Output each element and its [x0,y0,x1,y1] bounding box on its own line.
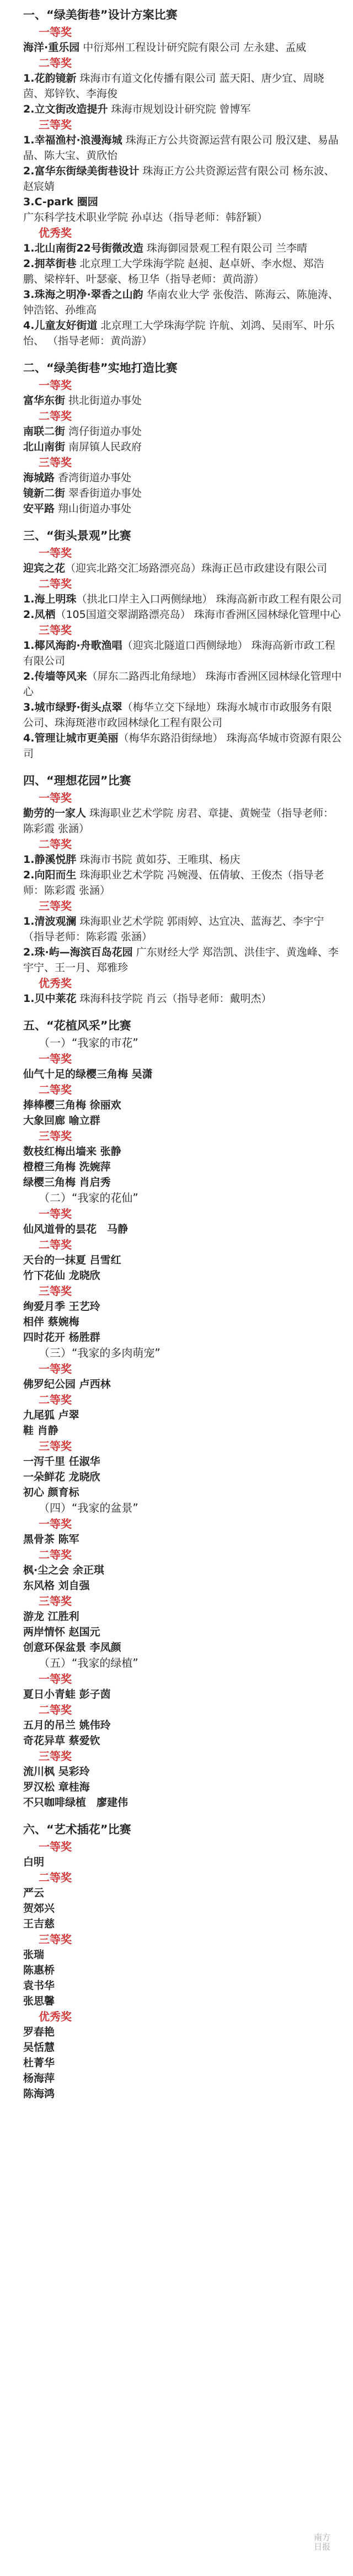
award-entry [23,700,342,730]
entry-title: 一朵鲜花 龙晓欣 [23,1471,100,1483]
category-heading: （三）“我家的多肉萌宠” [39,1346,161,1359]
award-heading: 二等奖 [39,56,72,70]
entry-title: 4.儿童友好街道 [23,319,98,332]
award-entry [23,1947,342,1962]
entry-title: 安平路 [23,503,55,515]
award-entry [23,1687,342,1702]
award-entry [23,1779,342,1795]
entry-detail: 北京理工大学珠海学院 赵昶、赵卓妍、李水煜、郑浩鹏、梁梓轩、叶瑟豪、杨卫华（指导老师：黄尚游） [23,258,324,285]
entry-detail: （屏东二路西北角绿地） 珠海市香洲区园林绿化管理中心 [23,670,342,698]
award-heading: 三等奖 [39,1933,72,1946]
entry-detail: 珠海正方公共资源运营有限公司 杨东波、赵宸婧 [23,165,335,193]
entry-title: 四时花开 杨胜群 [23,1331,100,1343]
entry-title: 东风格 刘自强 [23,1580,90,1592]
award-heading: 三等奖 [39,1284,72,1298]
entry-title: 九尾狐 卢翠 [23,1409,79,1421]
award-entry [23,730,342,761]
award-heading: 三等奖 [39,1594,72,1608]
award-entry [23,1485,342,1500]
entry-title: 张瑞 [23,1949,45,1961]
award-heading: 三等奖 [39,623,72,637]
award-heading: 二等奖 [39,838,72,851]
award-entry [23,2040,342,2055]
award-entry [23,439,342,455]
category-heading: （二）“我家的花仙” [39,1191,138,1204]
entry-title: 2.富华东街绿美街巷设计 [23,165,140,177]
entry-detail: （梅华立交下绿地）珠海水城市市政服务有限公司、珠海斑港市政园林绿化工程有限公司 [23,701,332,729]
award-entry [23,1159,342,1175]
newspaper-watermark [310,2533,334,2563]
award-heading: 一等奖 [39,1207,72,1220]
entry-detail: 中衍郑州工程设计研究院有限公司 左永建、孟威 [79,41,307,54]
award-heading: 三等奖 [39,456,72,469]
entry-detail: 华南农业大学 张俊浩、陈海云、陈施涛、钟浩铭、孙维高 [23,289,339,316]
entry-title: 相伴 蔡婉梅 [23,1316,79,1328]
award-entry [23,1733,342,1748]
award-heading: 优秀奖 [39,2010,72,2023]
award-heading: 三等奖 [39,1439,72,1453]
entry-title: 罗春艳 [23,2026,55,2038]
entry-title: 橙橙三角梅 洗婉萍 [23,1161,111,1173]
category-heading: （五）“我家的绿植” [39,1656,138,1670]
entry-title: 夏日小青蛙 彭子茵 [23,1688,111,1700]
award-entry [23,194,342,225]
entry-detail: （梅华东路沿街绿地） 珠海高华城市资源有限公司 [23,732,342,760]
award-heading: 二等奖 [39,1548,72,1561]
award-entry [23,1718,342,1733]
award-heading: 一等奖 [39,1517,72,1530]
entry-title: 2.珠·屿—海滨百岛花园 [23,946,133,958]
award-heading: 二等奖 [39,1238,72,1251]
award-entry [23,1978,342,1993]
entry-title: 两岸情怀 赵国元 [23,1626,100,1638]
award-heading: 一等奖 [39,1362,72,1375]
entry-title: 1.椰风海韵·舟歌渔唱 [23,639,122,652]
entry-detail: 香湾街道办事处 [55,472,132,484]
entry-detail: （拱北口岸主入口两侧绿地） 珠海高新市政工程有限公司 [76,593,342,605]
award-entry [23,71,342,102]
award-heading: 三等奖 [39,118,72,131]
award-heading: 三等奖 [39,899,72,913]
entry-title: 罗汉松 章桂海 [23,1781,90,1793]
entry-title: 2.拥萃街巷 [23,258,77,270]
award-entry [23,163,342,194]
entry-title: 奇花异草 蔡爱钦 [23,1735,100,1747]
award-entry [23,607,342,622]
award-heading: 一等奖 [39,25,72,39]
entry-title: 3.城市绿野·街头点翠 [23,701,122,713]
entry-title: 杨海萍 [23,2072,55,2084]
award-entry [23,132,342,163]
award-entry [23,852,342,867]
entry-title: 数枝红梅出墙来 张静 [23,1145,121,1158]
entry-title: 杜菁华 [23,2057,55,2069]
award-heading: 一等奖 [39,378,72,392]
award-entry [23,991,342,1006]
entry-title: 海城路 [23,472,55,484]
award-heading: 一等奖 [39,1672,72,1686]
section-title: 二、“绿美街巷”实地打造比赛 [23,361,178,375]
award-entry [23,1854,342,1870]
award-heading: 一等奖 [39,1052,72,1065]
entry-detail: 广东财经大学 郑浩凯、洪佳宇、黄逸峰、李宇宁、王一月、郑雅珍 [23,946,339,974]
award-entry [23,1640,342,1655]
award-entry [23,2071,342,2086]
entry-title: 竹下花仙 龙晓欣 [23,1270,100,1282]
entry-title: 袁书华 [23,1980,55,1992]
award-entry [23,393,342,408]
entry-title: 富华东街 [23,394,66,407]
entry-detail: 拱北街道办事处 [65,394,142,407]
award-entry [23,1097,342,1113]
watermark-line-2: 日报 [313,2542,330,2552]
entry-title: 游龙 江胜利 [23,1610,79,1623]
entry-title: 镜新二街 [23,487,66,499]
award-heading: 三等奖 [39,1129,72,1143]
section-spacer [23,516,342,527]
award-entry [23,591,342,607]
award-heading: 一等奖 [39,1840,72,1853]
award-entry [23,2055,342,2071]
award-heading: 二等奖 [39,1703,72,1716]
entry-detail: （105国道交翠湖路漂亮岛） 珠海市香洲区园林绿化管理中心 [55,609,341,621]
entry-title: 绿樱三角梅 肖启秀 [23,1176,111,1188]
entry-detail: 珠海市规划设计研究院 曾博军 [108,103,251,115]
award-entry [23,1113,342,1128]
award-entry [23,1377,342,1392]
entry-title: 1.贝中莱花 [23,993,77,1005]
award-entry [23,1299,342,1314]
award-entry [23,1795,342,1810]
entry-title: 枫·尘之会 余正琪 [23,1564,104,1576]
entry-title: 捧棒樱三角梅 徐丽欢 [23,1099,121,1111]
entry-title: 1.清波观澜 [23,915,77,927]
section-spacer [23,1006,342,1017]
award-entry [23,424,342,439]
entry-title: 天台的一抹夏 吕雪红 [23,1254,121,1266]
entry-detail: 珠海正方公共资源运营有限公司 殷汉建、易晶晶、陈大宝、黄欣怡 [23,134,339,162]
award-entry [23,1252,342,1268]
entry-title: 创意环保盆景 李凤颜 [23,1641,121,1654]
entry-title: 4.管理让城市更美丽 [23,732,119,744]
entry-title: 海洋·重乐园 [23,41,80,54]
entry-title: 初心 颜育标 [23,1486,79,1498]
award-heading: 一等奖 [39,791,72,804]
award-entry [23,1314,342,1330]
entry-title: 五月的吊兰 姚伟玲 [23,1719,111,1731]
award-heading: 一等奖 [39,546,72,559]
award-entry [23,1962,342,1978]
entry-title: 1.海上明珠 [23,593,77,605]
entry-title: 王吉慈 [23,1918,55,1930]
award-heading: 三等奖 [39,1750,72,1763]
section-title: 三、“街头景观”比赛 [23,529,131,542]
section-spacer [23,349,342,360]
award-entry [23,1175,342,1190]
entry-detail: 湾仔街道办事处 [65,425,142,438]
award-entry [23,1609,342,1624]
award-heading: 二等奖 [39,409,72,423]
entry-title: 1.静溪悦胖 [23,854,77,866]
entry-title: 陈海鸿 [23,2088,55,2100]
category-heading: （一）“我家的市花” [39,1036,138,1049]
section-spacer [23,761,342,772]
award-entry [23,1532,342,1547]
award-entry [23,1916,342,1932]
award-entry [23,102,342,117]
entry-title: 吴恬慧 [23,2041,55,2054]
document-page [23,7,342,2102]
award-heading: 二等奖 [39,1871,72,1884]
award-entry [23,470,342,486]
section-spacer [23,1810,342,1821]
entry-title: 3.C-park 圈园 [23,196,98,208]
entry-title: 北山南街 [23,441,66,453]
award-entry [23,806,342,836]
entry-title: 迎宾之花 [23,562,66,574]
entry-detail: （迎宾北隧道口西侧绿地） 珠海高新市政工程有限公司 [23,639,335,667]
award-entry [23,1423,342,1438]
section-title: 四、“理想花园”比赛 [23,774,131,787]
award-entry [23,40,342,55]
award-heading: 优秀奖 [39,977,72,990]
award-entry [23,914,342,945]
award-entry [23,1562,342,1578]
award-entry [23,1407,342,1423]
award-entry [23,1066,342,1082]
entry-detail: 珠海科技学院 肖云（指导老师：戴明杰） [76,993,272,1005]
entry-title: 勤劳的一家人 [23,807,87,819]
entry-title: 流川枫 吴彩玲 [23,1766,90,1778]
entry-title: 贺郊兴 [23,1902,55,1914]
award-entry [23,2024,342,2040]
award-entry [23,318,342,349]
entry-title: 白明 [23,1856,45,1868]
entry-title: 鞋 肖静 [23,1425,58,1437]
entry-title: 1.幸福渔村·浪漫海城 [23,134,122,146]
entry-detail: （迎宾北路交汇场路漂亮岛）珠海正邑市政建设有限公司 [65,562,328,574]
award-entry [23,1993,342,2009]
entry-title: 佛罗纪公园 卢西林 [23,1378,111,1390]
entry-title: 2.向阳而生 [23,869,77,881]
entry-title: 黑骨茶 陈军 [23,1533,79,1545]
entry-detail: 南屏镇人民政府 [65,441,142,453]
entry-title: 南联二街 [23,425,66,438]
entry-title: 2.立文街改造提升 [23,103,108,115]
award-heading: 二等奖 [39,577,72,590]
award-heading: 二等奖 [39,1393,72,1406]
watermark-line-1: 南方 [313,2532,330,2542]
award-entry [23,1469,342,1485]
award-entry [23,486,342,501]
entry-title: 3.珠海之明净·翠香之山韵 [23,289,143,301]
entry-title: 1.北山南街22号街微改造 [23,242,143,254]
section-title: 六、“艺术插花”比赛 [23,1823,131,1836]
entry-title: 张思馨 [23,1995,55,2007]
section-title: 五、“花植风采”比赛 [23,1019,131,1032]
award-entry [23,1454,342,1469]
entry-title: 绚爱月季 王艺玲 [23,1300,100,1313]
award-entry [23,638,342,669]
entry-detail: 珠海市有道文化传播有限公司 蓝天阳、唐少宜、周晓茵、郑锌钦、李海俊 [23,72,324,100]
entry-title: 2.凤栖 [23,609,56,621]
entry-title: 不只咖啡绿植 廖建伟 [23,1796,129,1809]
award-heading: 优秀奖 [39,226,72,239]
award-entry [23,501,342,516]
award-entry [23,1144,342,1159]
award-entry [23,1268,342,1283]
entry-detail: 珠海职业艺术学院 冯婉漫、伍倩敏、王俊杰（指导老师：陈彩霞 张涵） [23,869,324,897]
award-entry [23,241,342,256]
award-entry [23,287,342,318]
entry-detail: 珠海御园景观工程有限公司 兰李晴 [143,242,307,254]
award-heading: 二等奖 [39,1083,72,1096]
entry-title: 2.传墙等风来 [23,670,87,682]
entry-detail: 翔山街道办事处 [55,503,132,515]
award-entry [23,1624,342,1640]
entry-title: 陈惠桥 [23,1964,55,1976]
award-entry [23,1764,342,1779]
entry-detail: 翠香街道办事处 [65,487,142,499]
award-entry [23,256,342,287]
award-entry [23,945,342,975]
entry-title: 仙气十足的绿樱三角梅 吴潇 [23,1068,153,1080]
entry-detail: 珠海职业艺术学院 房君、章捷、黄婉莹（指导老师：陈彩霞 张涵） [23,807,334,835]
award-entry [23,867,342,898]
award-entry [23,1578,342,1593]
award-entry [23,2086,342,2102]
entry-title: 一泻千里 任淑华 [23,1455,100,1468]
entry-title: 仙风道骨的昙花 马静 [23,1223,129,1235]
award-entry [23,561,342,576]
category-heading: （四）“我家的盆景” [39,1501,138,1514]
entry-detail: 珠海职业艺术学院 郭雨婷、达宜决、蓝海艺、李宇宁（指导老师：陈彩霞 张涵） [23,915,324,943]
entry-detail: 广东科学技术职业学院 孙卓达（指导老师：韩舒颖） [23,211,268,223]
entry-title: 严云 [23,1887,45,1899]
section-title: 一、“绿美街巷”设计方案比赛 [23,8,178,22]
award-entry [23,1885,342,1901]
entry-title: 1.花韵镜新 [23,72,77,84]
entry-detail: 珠海市书院 黄如芬、王唯琪、杨庆 [76,854,240,866]
award-entry [23,1901,342,1916]
award-entry [23,1222,342,1237]
award-entry [23,669,342,700]
award-entry [23,1330,342,1345]
entry-detail: 北京理工大学珠海学院 许航、刘鸿、吴雨军、叶乐怡、 （指导老师：黄尚游） [23,319,335,347]
entry-title: 大象回廊 喻立群 [23,1114,100,1127]
